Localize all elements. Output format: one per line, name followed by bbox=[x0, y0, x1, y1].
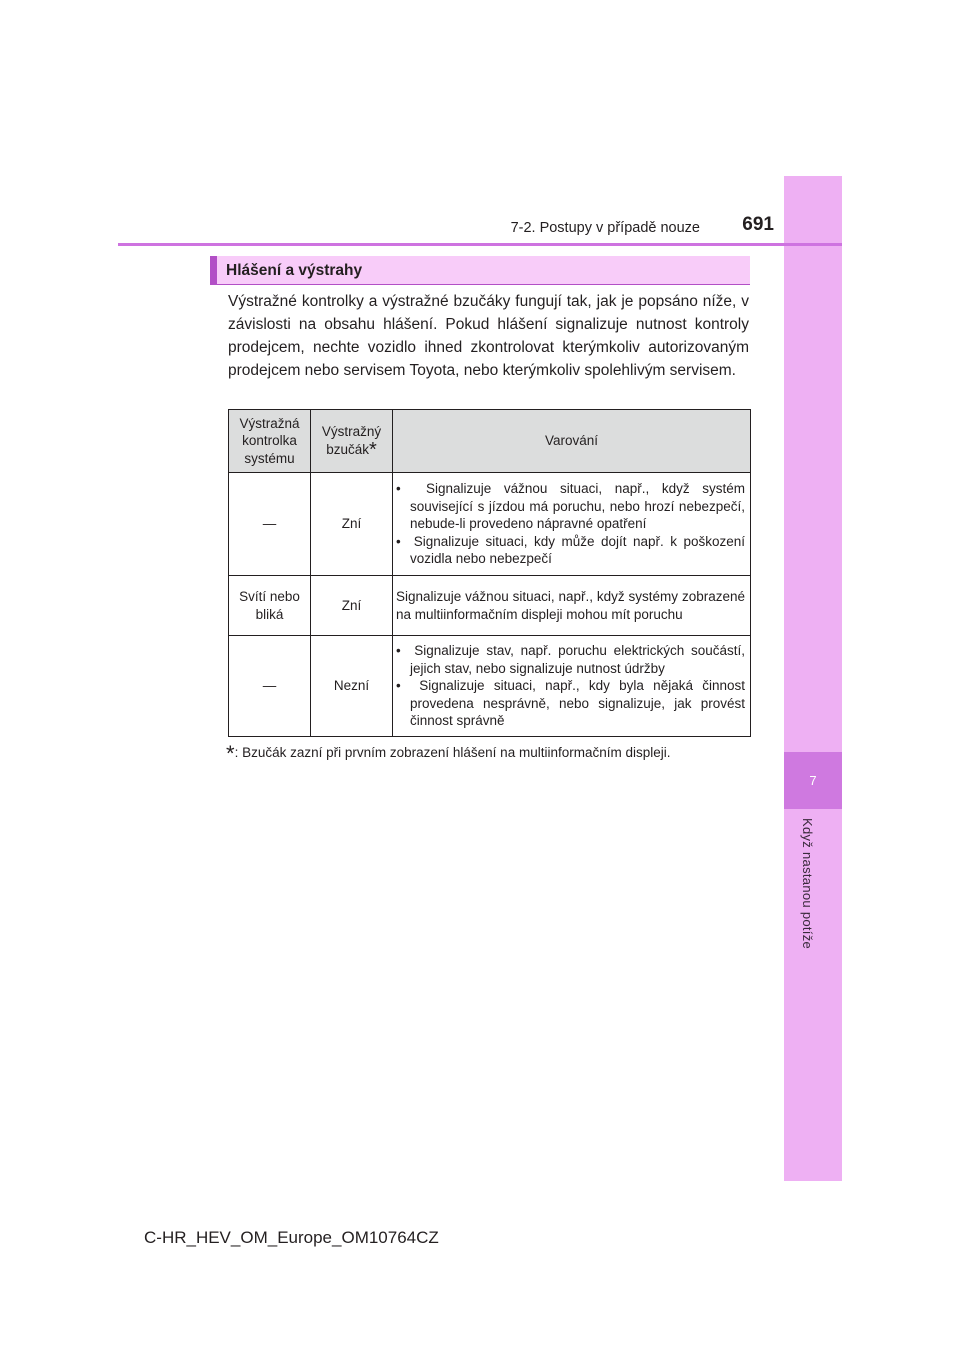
document-id: C-HR_HEV_OM_Europe_OM10764CZ bbox=[144, 1228, 439, 1247]
chapter-label: Když nastanou potíže bbox=[800, 818, 815, 950]
cell-warning bbox=[393, 636, 751, 737]
footnote bbox=[226, 741, 671, 767]
cell-warning bbox=[393, 473, 751, 576]
table-row bbox=[229, 636, 751, 737]
warning-bullet: • Signalizuje situaci, kdy může dojít např. k poškození vozidla nebo nebezpečí bbox=[396, 533, 745, 567]
warning-bullet: • Signalizuje situaci, např., kdy byla nějaká činnost provedena nesprávně, nebo signalizuje, jak provést činnost správně bbox=[396, 678, 745, 728]
warning-bullet: • Signalizuje stav, např. poruchu elektrických součástí, jejich stav, nebo signalizuje nutnost údržby bbox=[396, 643, 745, 676]
cell-light: — bbox=[229, 473, 311, 576]
chapter-side-tab bbox=[784, 176, 842, 1181]
intro-paragraph: Výstražné kontrolky a výstražné bzučáky fungují tak, jak je popsáno níže, v závislosti na obsahu hlášení. Pokud hlášení signalizuje nutnost kontroly prodejcem, nechte vozidlo ihned zkontrolovat kterýmkoliv autorizovaným prodejcem nebo servisem Toyota, nebo kterýmkoliv spolehlivým servisem. bbox=[228, 293, 749, 379]
header-rule bbox=[118, 243, 842, 246]
warning-table bbox=[228, 409, 751, 737]
footnote-asterisk: * bbox=[226, 741, 235, 766]
asterisk-mark: * bbox=[368, 438, 377, 461]
cell-light: Svítí nebo bliká bbox=[229, 576, 311, 636]
warning-bullet: • Signalizuje vážnou situaci, např., když systém související s jízdou má poruchu, nebo hrozí nebezpečí, nebude-li provedeno nápravné opatření bbox=[396, 481, 745, 532]
cell-warning: Signalizuje vážnou situaci, např., když systémy zobrazené na multiinformačním displeji mohou mít poruchu bbox=[393, 576, 751, 636]
table-row bbox=[229, 473, 751, 576]
cell-buzzer: Nezní bbox=[311, 636, 393, 737]
section-title: Hlášení a výstrahy bbox=[226, 262, 363, 279]
table-header-row bbox=[229, 410, 751, 473]
table-row bbox=[229, 576, 751, 636]
footnote-text: : Bzučák zazní při prvním zobrazení hlášení na multiinformačním displeji. bbox=[234, 745, 671, 760]
header-warning-buzzer: Výstražný bzučák* bbox=[311, 410, 393, 473]
cell-buzzer: Zní bbox=[311, 576, 393, 636]
running-header-section: 7-2. Postupy v případě nouze bbox=[510, 220, 700, 236]
header-warning: Varování bbox=[393, 410, 751, 473]
header-warning-light: Výstražná kontrolka systému bbox=[229, 410, 311, 473]
cell-buzzer: Zní bbox=[311, 473, 393, 576]
page-number: 691 bbox=[742, 214, 774, 235]
section-heading-underline bbox=[210, 284, 750, 285]
chapter-number: 7 bbox=[784, 752, 842, 809]
cell-light: — bbox=[229, 636, 311, 737]
